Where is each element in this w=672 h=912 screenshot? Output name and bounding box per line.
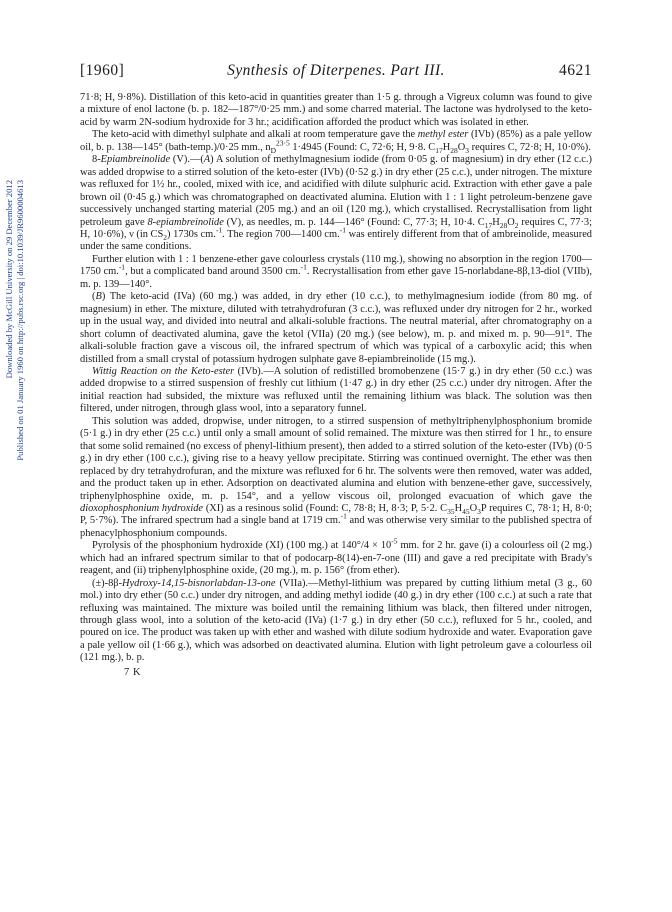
text-run: (XI) as a resinous solid (Found: C, 78·8; H, 8·3; P, 5·2. C: [203, 502, 448, 514]
text-run: H: [492, 216, 500, 228]
publication-notice-line: Published on 01 January 1960 on http://pubs.rsc.org | doi:10.1039/JR9600004613: [15, 180, 25, 461]
text-run: O: [507, 216, 515, 228]
text-run: 71·8; H, 9·8%). Distillation of this keto-acid in quantities greater than 1·5 g. through a Vigreux column was found to give a mixture of enol lactone (b. p. 182—187°/0·25 mm.) and some charred material. The lactone was hydrolysed to the keto-acid by warm 2N-sodium hydroxide for 3 hr.; acidification afforded the product which was isolated in ether.: [80, 92, 592, 128]
text-run: was entirely different from that of ambreinolide, measured under the same conditions.: [80, 228, 592, 253]
subscript: 17: [435, 145, 443, 155]
journal-year: [1960]: [80, 62, 125, 79]
text-run: (V), as needles, m. p. 144—146° (Found: C, 77·3; H, 10·4. C: [223, 216, 485, 228]
text-run: requires C, 72·8; H, 10·0%).: [469, 141, 591, 153]
paragraph: [80, 254, 592, 291]
text-run: . Recrystallisation from ether gave 15-norlabdane-8β,13-diol (VIIb), m. p. 139—140°.: [80, 266, 593, 290]
text-run: . The region 700—1400 cm.: [222, 228, 340, 240]
signature-mark: 7 K: [124, 666, 142, 678]
italic-text: Wittig Reaction on the Keto-ester: [92, 365, 235, 377]
superscript: -1: [300, 262, 307, 272]
download-notice: [4, 180, 25, 560]
text-run: O: [469, 502, 478, 514]
paragraph: [80, 536, 593, 577]
paragraph: [80, 366, 592, 416]
text-run: O: [457, 141, 466, 153]
italic-text: dioxophosphonium hydroxide: [80, 502, 204, 514]
italic-text: Epiambreinolide: [100, 154, 171, 166]
text-run: H: [442, 141, 451, 153]
superscript: -1: [340, 511, 347, 521]
text-run: (±)-8β-: [92, 577, 123, 589]
subscript: 2: [514, 220, 519, 230]
text-run: 1·4945 (Found: C, 72·6; H, 9·8. C: [289, 141, 436, 153]
text-run: (IVb).—A solution of redistilled bromobenzene (15·7 g.) in dry ether (50 c.c.) was added dropwise to a stirred suspension of freshly cut lithium (1·47 g.) in dry ether (25 c.c.) under dry nitrogen. After the initial reaction had subsided, the mixture was refluxed until the remaining lithium was black. The solution was then filtered, under nitrogen, through glass wool, into a separatory funnel.: [80, 365, 592, 415]
download-notice-line: Downloaded by McGill University on 29 December 2012: [4, 180, 14, 379]
running-title: Synthesis of Diterpenes. Part III.: [227, 62, 445, 79]
italic-text: Hydroxy-14,15-bisnorlabdan-13-one: [122, 577, 276, 589]
text-run: ) A solution of methylmagnesium iodide (from 0·05 g. of magnesium) in dry ether (12 c.c.) was added dropwise to a stirred solution of the keto-ester (IVb) (0·52 g.) in dry ether (25 c.c.), under nitrogen. The mixture was refluxed for 1½ hr., cooled, mixed with ice, and acidified with dilute sulphuric acid. Extraction with ether gave a pale brown oil (0·45 g.) which was chromatographed on deactivated alumina. Elution with 1 : 1 light petroleum-benzene gave successively unchanged starting material (205 mg.) and an oil (120 mg.), which crystallised. Recrystallisation from light petroleum gave: [80, 154, 592, 228]
text-run: , but a complicated band around 3500 cm.: [125, 266, 301, 278]
text-run: (: [92, 291, 96, 303]
paragraph: [80, 578, 592, 665]
paragraph: [80, 291, 592, 366]
subscript: D: [270, 145, 277, 155]
subscript: 35: [447, 507, 455, 517]
text-run: (V).—(: [170, 154, 204, 166]
text-run: P requires C, 78·1; H, 8·0; P, 5·7%). The infrared spectrum had a single band at 1719 cm.: [80, 502, 592, 527]
subscript: 17: [484, 220, 493, 230]
text-run: Further elution with 1 : 1 benzene-ether gave colourless crystals (110 mg.), showing no absorption in the region 1700—1750 cm.: [80, 253, 592, 278]
paragraph: [80, 416, 592, 541]
text-run: (VIIa).—Methyl-lithium was prepared by cutting lithium metal (3 g., 60 mol.) into dry ether (50 c.c.) under dry nitrogen, and adding methyl iodide (40 g.) in dry ether (100 c.c.) at such a rate that refluxing was maintained. The mixture was boiled until the remaining lithium was black, then filtered under nitrogen, through glass wool, into a solution of the keto-acid (IVa) (1·7 g.) in dry ether (50 c.c.), refluxed for 5 hr., cooled, and poured on ice. The product was taken up with ether and washed with dilute sodium hydroxide and water. Evaporation gave a pale yellow oil (1·66 g.), which was adsorbed on deactivated alumina. Elution with light petroleum gave a colourless oil (121 mg.), b. p.: [80, 577, 592, 664]
paragraph: [80, 92, 592, 129]
italic-text: 8-epiambreinolide: [147, 216, 224, 228]
journal-page: [80, 62, 592, 679]
superscript: -1: [339, 225, 346, 235]
text-run: (IVb) (85%) as a pale yellow oil, b. p. 138—145° (bath-temp.)/0·25 mm., n: [80, 129, 592, 153]
paragraph: [80, 129, 592, 154]
italic-text: A: [203, 154, 211, 166]
subscript: 28: [450, 145, 458, 155]
subscript: 28: [499, 220, 508, 230]
superscript: 23·5: [276, 138, 290, 148]
subscript: 3: [465, 145, 470, 155]
text-run: Pyrolysis of the phosphonium hydroxide (XI) (100 mg.) at 140°/4 × 10: [92, 540, 392, 552]
subscript: 3: [477, 507, 481, 517]
text-run: requires C, 77·3; H, 10·6%), ν (in CS: [80, 216, 592, 240]
text-run: ) The keto-acid (IVa) (60 mg.) was added, in dry ether (10 c.c.), to methylmagnesium iodide (from 80 mg. of magnesium) in ether. The mixture, diluted with tetrahydrofuran (3 c.c.), was refluxed under dry nitrogen for 2 hr., worked up in the usual way, and divided into neutral and alkali-soluble fractions. The neutral material, after chromatography on a short column of deactivated alumina, gave the ketol (VIIa) (20 mg.) (see below), m. p. and mixed m. p. 90—91°. The alkali-soluble fraction gave a viscous oil, the infrared spectrum of which was typical of a carboxylic acid; this when distilled from a small crystal of potassium hydrogen sulphate gave 8-epiambreinolide (15 mg.).: [80, 291, 592, 365]
page-number: 4621: [559, 62, 592, 79]
running-header: [80, 62, 592, 84]
italic-text: methyl ester: [417, 129, 469, 141]
superscript: -5: [391, 536, 398, 546]
superscript: -1: [215, 225, 223, 235]
text-run: H: [454, 502, 463, 514]
subscript: 45: [462, 507, 470, 517]
text-run: This solution was added, dropwise, under nitrogen, to a stirred suspension of methyltriphenylphosphonium bromide (5·1 g.) in dry ether (25 c.c.) until only a small amount of solid remained. The mixture was then stirred for 1 hr., to ensure that some solid remained (no excess of phenyl-lithium present), then added to a stirred solution of the keto-ester (IVb) (0·5 g.) in dry ether (100 c.c.), giving rise to a heavy yellow precipitate. Stirring was continued overnight. The ether was then replaced by dry tetrahydrofuran, and the mixture was refluxed for 6 hr. The solvents were then removed, water was added, and the product taken up in ether. Adsorption on deactivated alumina and elution with benzene-ether gave, successively, triphenylphosphine oxide, m. p. 154°, and a yellow viscous oil, prolonged evacuation of which gave the: [80, 415, 592, 502]
text-run: ) 1730s cm.: [167, 228, 216, 240]
superscript: -1: [118, 262, 126, 272]
text-run: and was otherwise very similar to the published spectra of phenacylphosphonium compounds.: [80, 515, 592, 539]
text-run: mm. for 2 hr. gave (i) a colourless oil (2 mg.) which had an infrared spectrum similar to that of podocarp-8(14)-en-7-one (III) and gave a red precipitate with Brady's reagent, and (ii) triphenylphosphine oxide, (20 mg.), m. p. 156° (from ether).: [80, 540, 593, 577]
text-run: The keto-acid with dimethyl sulphate and alkali at room temperature gave the: [92, 129, 418, 141]
paragraph: [80, 154, 592, 254]
italic-text: B: [95, 291, 102, 303]
subscript: 2: [163, 233, 168, 243]
text-run: 8-: [92, 154, 101, 166]
article-body: [80, 92, 592, 665]
